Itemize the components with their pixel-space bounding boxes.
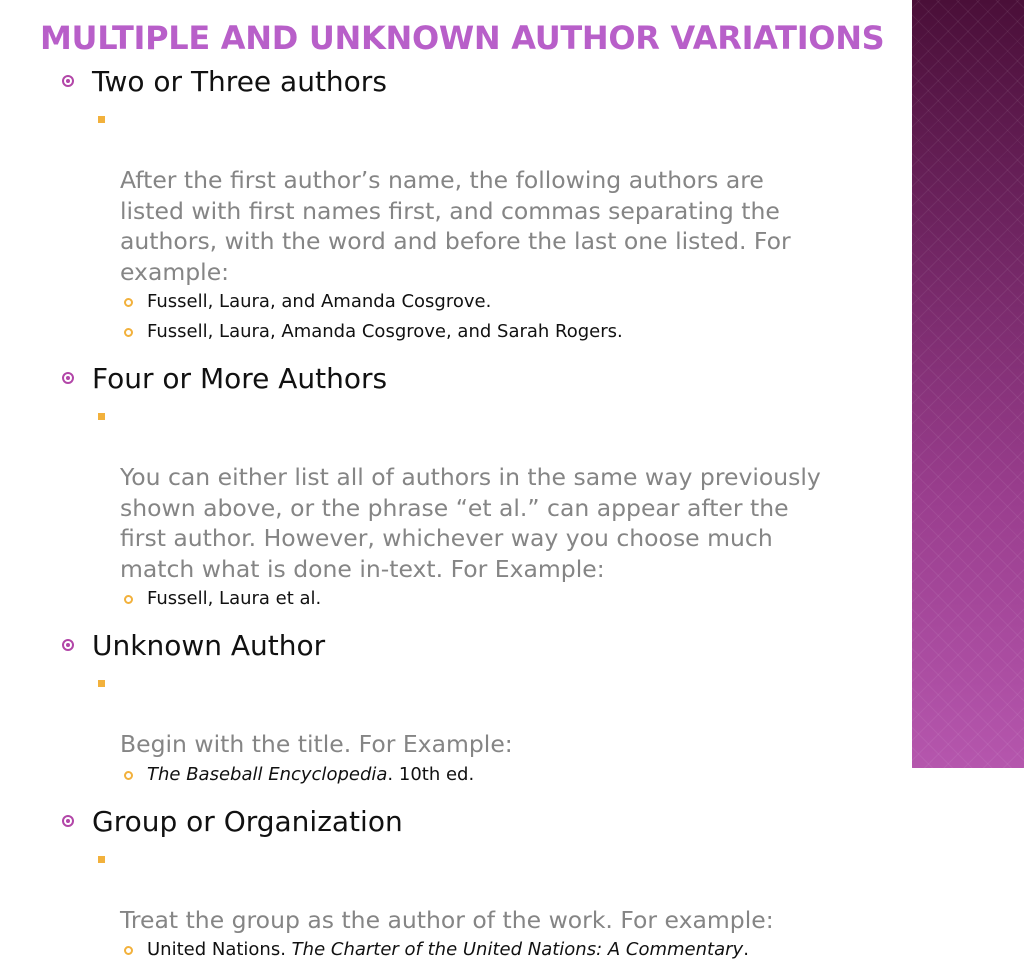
ring-bullet-icon (124, 946, 133, 955)
circle-dot-icon (62, 639, 74, 651)
example-text: Fussell, Laura et al. (147, 588, 322, 609)
decorative-side-band (912, 0, 1024, 768)
square-bullet-icon (98, 680, 105, 687)
section-heading (62, 804, 892, 840)
section-heading (62, 361, 892, 397)
section-heading-text: Unknown Author (92, 629, 326, 662)
section-description (62, 844, 892, 936)
circle-dot-icon (62, 75, 74, 87)
circle-dot-icon (62, 372, 74, 384)
section-description-text: Treat the group as the author of the work. For example: (120, 905, 774, 934)
section-heading-text: Group or Organization (92, 804, 403, 838)
square-bullet-icon (98, 856, 105, 863)
bullet-list (62, 64, 892, 965)
example-text: Fussell, Laura, Amanda Cosgrove, and Sarah Rogers. (147, 321, 623, 342)
ring-bullet-icon (124, 771, 133, 780)
section-description-text: Begin with the title. For Example: (120, 730, 513, 758)
slide-title: MULTIPLE AND UNKNOWN AUTHOR VARIATIONS (40, 19, 885, 57)
section-heading-text: Two or Three authors (92, 65, 387, 98)
circle-dot-icon (62, 815, 74, 827)
square-bullet-icon (98, 116, 105, 123)
section-description (62, 104, 892, 287)
example-text: United Nations. (147, 939, 292, 960)
example-item (62, 287, 892, 317)
example-item (62, 584, 892, 614)
section-heading (62, 628, 892, 664)
example-suffix: . 10th ed. (387, 763, 475, 785)
example-item (62, 317, 892, 347)
example-item (62, 760, 892, 790)
ring-bullet-icon (124, 328, 133, 337)
ring-bullet-icon (124, 298, 133, 307)
example-suffix: . (743, 939, 749, 960)
ring-bullet-icon (124, 595, 133, 604)
example-italic-title: The Baseball Encyclopedia (147, 763, 388, 785)
section-heading (62, 64, 892, 100)
example-italic-title: The Charter of the United Nations: A Commentary (291, 939, 744, 960)
section-description (62, 668, 892, 760)
section-description (62, 401, 892, 584)
section-description-text: You can either list all of authors in the same way previously shown above, or the phrase “et al.” can appear after the first author. However, whichever way you choose much match what is done in-text. For Example: (120, 463, 821, 583)
section-heading-text: Four or More Authors (92, 362, 388, 395)
example-item (62, 935, 892, 965)
square-bullet-icon (98, 413, 105, 420)
section-description-text: After the first author’s name, the following authors are listed with first names first, and commas separating the authors, with the word and before the last one listed. For example: (120, 166, 791, 286)
example-text: Fussell, Laura, and Amanda Cosgrove. (147, 291, 492, 312)
